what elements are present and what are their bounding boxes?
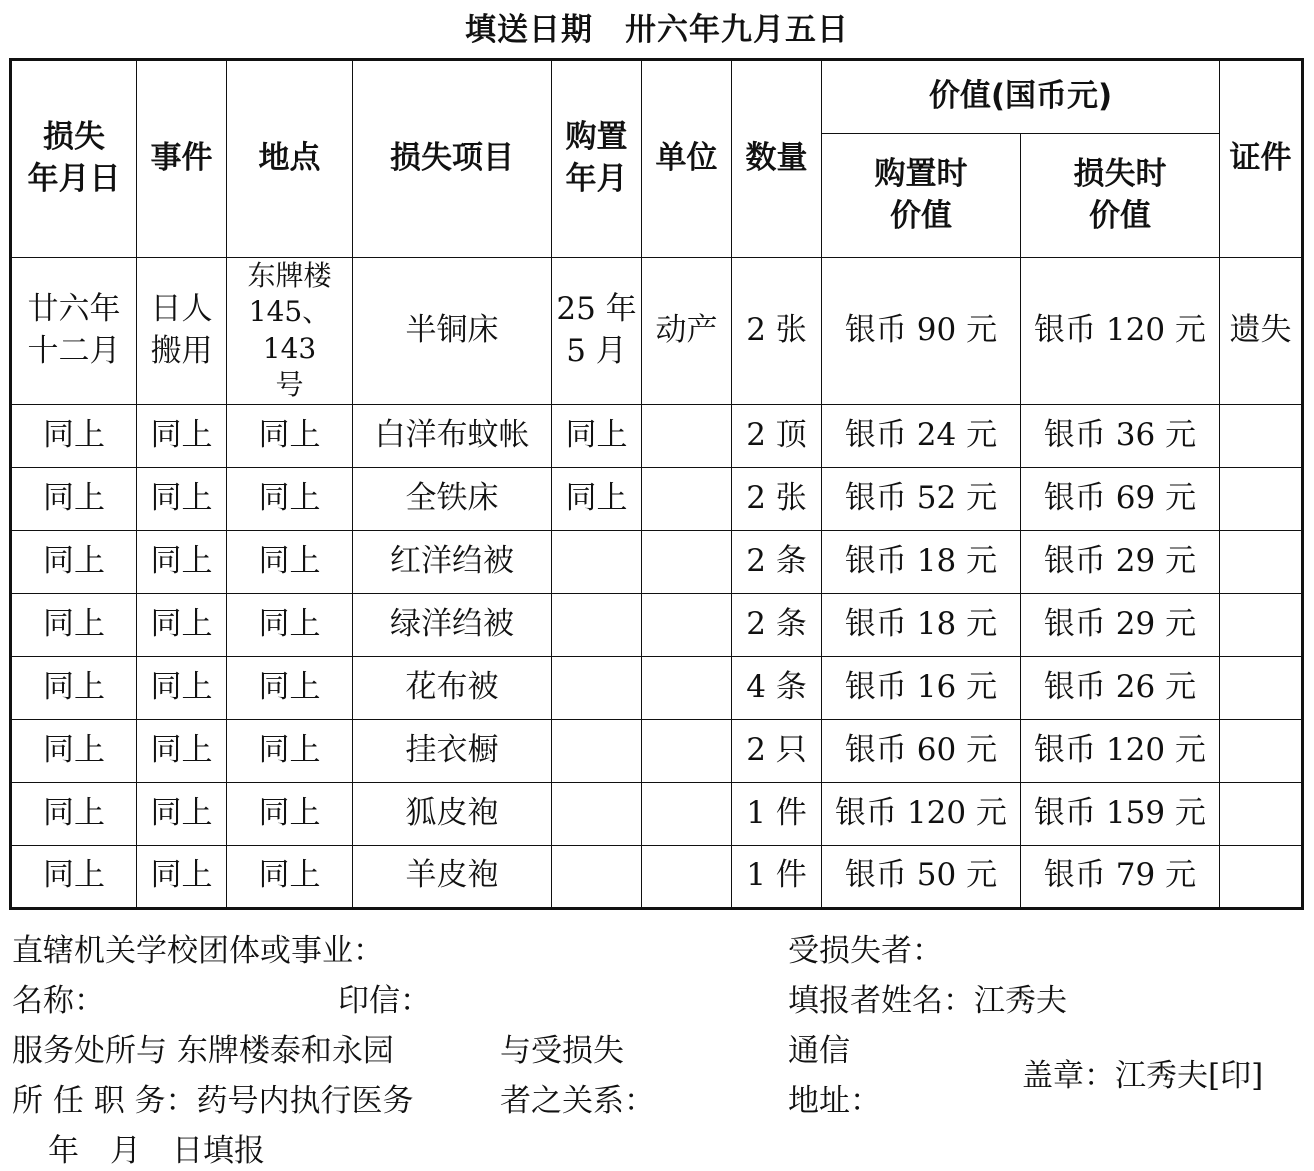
cell-purchase-date <box>552 530 642 593</box>
cell-loss-value: 银币 159 元 <box>1021 782 1220 845</box>
loss-table <box>9 58 1304 910</box>
cell-loss-item: 挂衣橱 <box>353 719 552 782</box>
cell-quantity: 1 件 <box>732 845 822 908</box>
cell-unit: 动产 <box>642 258 732 405</box>
cell-purchase-value: 银币 120 元 <box>822 782 1021 845</box>
footer-report-date: 年 月 日填报 <box>48 1133 265 1169</box>
cell-unit <box>642 656 732 719</box>
cell-place: 同上 <box>227 845 353 908</box>
cell-loss-item: 花布被 <box>353 656 552 719</box>
cell-loss-item: 白洋布蚊帐 <box>353 404 552 467</box>
cell-loss-date: 廿六年 十二月 <box>11 258 137 405</box>
cell-purchase-date <box>552 656 642 719</box>
cell-loss-value: 银币 29 元 <box>1021 593 1220 656</box>
cell-purchase-value: 银币 18 元 <box>822 593 1021 656</box>
cell-certificate <box>1220 404 1303 467</box>
footer-reporter-name: 填报者姓名：江秀夫 <box>788 983 1067 1019</box>
cell-purchase-value: 银币 18 元 <box>822 530 1021 593</box>
cell-loss-value: 银币 26 元 <box>1021 656 1220 719</box>
cell-purchase-date <box>552 845 642 908</box>
footer-org-label: 直辖机关学校团体或事业： <box>12 933 384 969</box>
cell-event: 同上 <box>137 719 227 782</box>
cell-unit <box>642 719 732 782</box>
cell-place: 同上 <box>227 656 353 719</box>
cell-loss-date: 同上 <box>11 530 137 593</box>
table-row <box>11 593 1303 656</box>
cell-certificate <box>1220 719 1303 782</box>
header-unit: 单位 <box>642 60 732 258</box>
table-row <box>11 258 1303 405</box>
cell-loss-value: 银币 79 元 <box>1021 845 1220 908</box>
cell-loss-date: 同上 <box>11 656 137 719</box>
cell-loss-item: 绿洋绉被 <box>353 593 552 656</box>
header-quantity: 数量 <box>732 60 822 258</box>
cell-purchase-date <box>552 719 642 782</box>
cell-event: 同上 <box>137 782 227 845</box>
cell-purchase-value: 银币 60 元 <box>822 719 1021 782</box>
cell-place: 同上 <box>227 593 353 656</box>
cell-purchase-date: 同上 <box>552 467 642 530</box>
cell-loss-value: 银币 69 元 <box>1021 467 1220 530</box>
cell-quantity: 2 张 <box>732 467 822 530</box>
footer-name-label: 名称： <box>12 983 105 1019</box>
cell-loss-value: 银币 29 元 <box>1021 530 1220 593</box>
cell-quantity: 2 张 <box>732 258 822 405</box>
footer-stamp: 盖章：江秀夫[印] <box>1022 1058 1264 1094</box>
cell-purchase-value: 银币 90 元 <box>822 258 1021 405</box>
header-purchase-date: 购置 年月 <box>552 60 642 258</box>
cell-certificate <box>1220 467 1303 530</box>
header-loss-date: 损失 年月日 <box>11 60 137 258</box>
table-body <box>11 258 1303 909</box>
header-loss-value: 损失时 价值 <box>1021 134 1220 258</box>
cell-purchase-date: 25 年 5 月 <box>552 258 642 405</box>
footer-address-label-2: 地址： <box>788 1083 881 1119</box>
cell-loss-item: 狐皮袍 <box>353 782 552 845</box>
cell-unit <box>642 593 732 656</box>
cell-loss-item: 羊皮袍 <box>353 845 552 908</box>
footer-relation-label-2: 者之关系： <box>500 1083 655 1119</box>
cell-quantity: 2 只 <box>732 719 822 782</box>
table-row <box>11 656 1303 719</box>
cell-unit <box>642 467 732 530</box>
footer-workplace: 服务处所与 东牌楼泰和永园 <box>12 1033 394 1069</box>
cell-place: 同上 <box>227 719 353 782</box>
header-purchase-value: 购置时 价值 <box>822 134 1021 258</box>
cell-certificate <box>1220 593 1303 656</box>
cell-loss-date: 同上 <box>11 782 137 845</box>
cell-purchase-value: 银币 50 元 <box>822 845 1021 908</box>
cell-place: 同上 <box>227 404 353 467</box>
cell-purchase-date <box>552 593 642 656</box>
header-certificate: 证件 <box>1220 60 1303 258</box>
cell-loss-date: 同上 <box>11 593 137 656</box>
cell-quantity: 2 条 <box>732 593 822 656</box>
cell-loss-date: 同上 <box>11 404 137 467</box>
table-row <box>11 467 1303 530</box>
cell-event: 同上 <box>137 467 227 530</box>
footer-position: 所 任 职 务：药号内执行医务 <box>12 1083 414 1119</box>
cell-unit <box>642 845 732 908</box>
cell-certificate: 遗失 <box>1220 258 1303 405</box>
table-row <box>11 719 1303 782</box>
cell-loss-value: 银币 120 元 <box>1021 258 1220 405</box>
cell-event: 同上 <box>137 593 227 656</box>
cell-place: 同上 <box>227 530 353 593</box>
footer-relation-label-1: 与受损失 <box>500 1033 624 1069</box>
cell-event: 同上 <box>137 845 227 908</box>
cell-purchase-value: 银币 16 元 <box>822 656 1021 719</box>
cell-event: 同上 <box>137 404 227 467</box>
cell-place: 同上 <box>227 782 353 845</box>
cell-certificate <box>1220 845 1303 908</box>
cell-purchase-date <box>552 782 642 845</box>
footer-seal-label: 印信： <box>338 983 431 1019</box>
cell-certificate <box>1220 530 1303 593</box>
cell-place: 同上 <box>227 467 353 530</box>
cell-certificate <box>1220 656 1303 719</box>
cell-loss-value: 银币 120 元 <box>1021 719 1220 782</box>
cell-purchase-value: 银币 24 元 <box>822 404 1021 467</box>
header-loss-item: 损失项目 <box>353 60 552 258</box>
footer-address-label-1: 通信 <box>788 1033 850 1069</box>
table-row <box>11 530 1303 593</box>
cell-unit <box>642 782 732 845</box>
cell-loss-value: 银币 36 元 <box>1021 404 1220 467</box>
cell-loss-date: 同上 <box>11 719 137 782</box>
header-value-group: 价值(国币元) <box>822 60 1220 134</box>
footer-victim-label: 受损失者： <box>788 933 943 969</box>
cell-purchase-value: 银币 52 元 <box>822 467 1021 530</box>
header-place: 地点 <box>227 60 353 258</box>
cell-quantity: 1 件 <box>732 782 822 845</box>
table-row <box>11 782 1303 845</box>
header-event: 事件 <box>137 60 227 258</box>
cell-event: 同上 <box>137 530 227 593</box>
cell-loss-date: 同上 <box>11 467 137 530</box>
cell-unit <box>642 530 732 593</box>
cell-certificate <box>1220 782 1303 845</box>
cell-loss-item: 全铁床 <box>353 467 552 530</box>
cell-loss-date: 同上 <box>11 845 137 908</box>
form-title: 填送日期 卅六年九月五日 <box>465 12 849 48</box>
table-row <box>11 845 1303 908</box>
cell-quantity: 4 条 <box>732 656 822 719</box>
cell-place: 东牌楼 145、143 号 <box>227 258 353 405</box>
cell-quantity: 2 顶 <box>732 404 822 467</box>
cell-purchase-date: 同上 <box>552 404 642 467</box>
cell-event: 日人 搬用 <box>137 258 227 405</box>
table-row <box>11 404 1303 467</box>
cell-loss-item: 红洋绉被 <box>353 530 552 593</box>
cell-event: 同上 <box>137 656 227 719</box>
cell-quantity: 2 条 <box>732 530 822 593</box>
cell-loss-item: 半铜床 <box>353 258 552 405</box>
cell-unit <box>642 404 732 467</box>
